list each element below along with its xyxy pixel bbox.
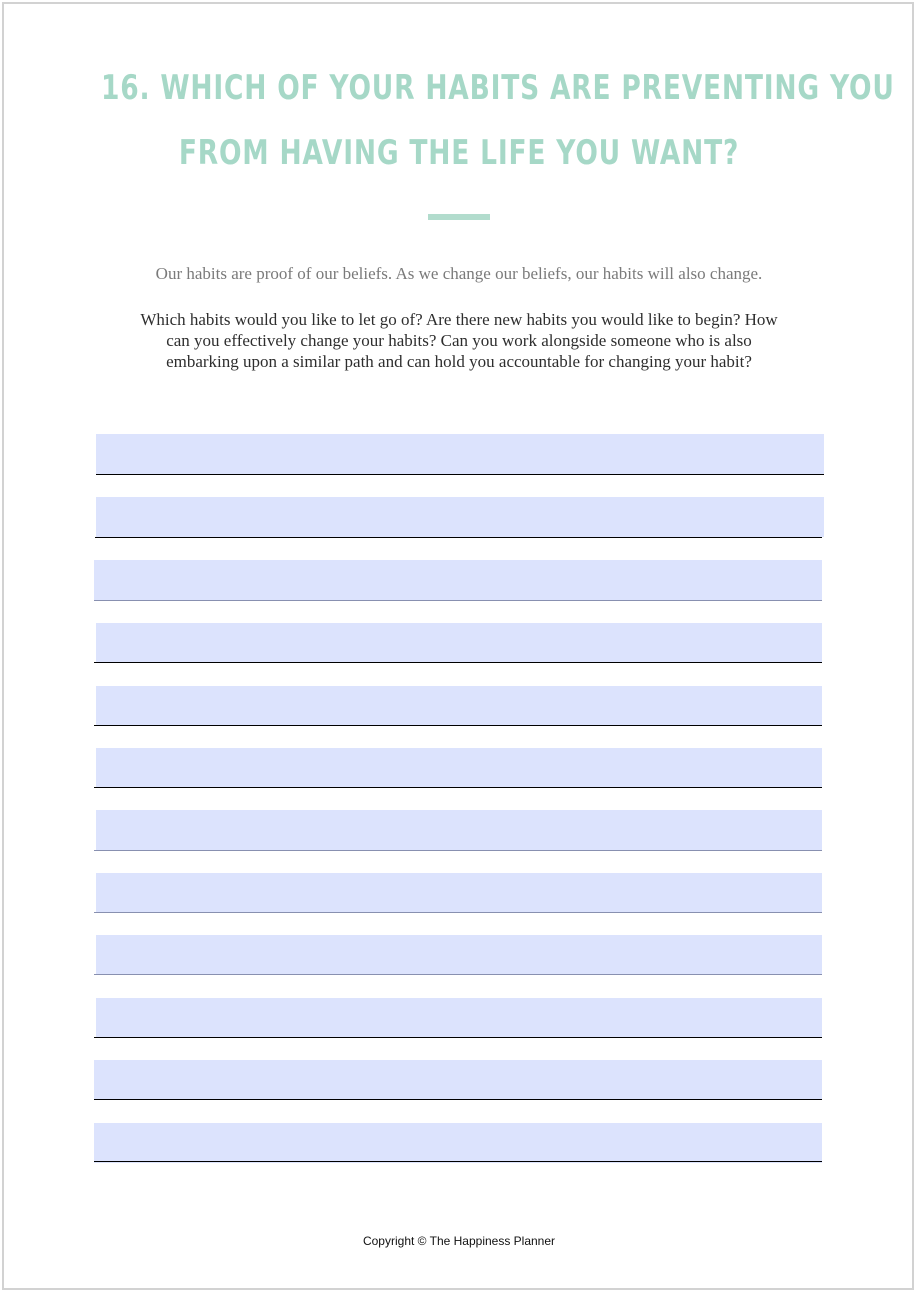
- prompt-text: Which habits would you like to let go of? Are there new habits you would like to begin? How can you effectively change your habits? Can you work alongside someone who is also embarking upon a similar path and can hold you accountable for changing your habit?: [140, 310, 778, 371]
- page-title-line-2: FROM HAVING THE LIFE YOU WANT?: [178, 133, 740, 173]
- answer-field-9[interactable]: [96, 935, 822, 975]
- answer-rule-4: [94, 662, 822, 663]
- answer-field-6[interactable]: [96, 748, 822, 788]
- answer-field-2[interactable]: [96, 497, 824, 537]
- answer-rule-7: [94, 850, 822, 851]
- answer-field-4[interactable]: [96, 623, 822, 663]
- answer-field-3[interactable]: [94, 560, 822, 600]
- answer-rule-12: [94, 1161, 822, 1162]
- answer-rule-3: [94, 600, 822, 601]
- answer-rule-8: [94, 912, 822, 913]
- answer-rule-9: [94, 974, 822, 975]
- answer-rule-2: [95, 537, 822, 538]
- answer-field-5[interactable]: [96, 686, 822, 726]
- answer-rule-6: [94, 787, 822, 788]
- answer-rule-5: [94, 725, 822, 726]
- answer-rule-11: [94, 1099, 822, 1100]
- answer-field-10[interactable]: [96, 998, 822, 1038]
- title-divider: [428, 214, 490, 220]
- answer-field-12[interactable]: [94, 1123, 822, 1163]
- answer-field-1[interactable]: [96, 434, 824, 474]
- answer-rule-10: [94, 1037, 822, 1038]
- intro-text: Our habits are proof of our beliefs. As we change our beliefs, our habits will also change.: [155, 264, 763, 283]
- copyright-footer: Copyright © The Happiness Planner: [362, 1234, 556, 1248]
- answer-field-7[interactable]: [96, 810, 822, 850]
- answer-field-8[interactable]: [96, 873, 822, 913]
- page-title-line-1: 16. WHICH OF YOUR HABITS ARE PREVENTING YOU: [100, 68, 895, 108]
- answer-field-11[interactable]: [94, 1060, 822, 1100]
- answer-rule-1: [96, 474, 824, 475]
